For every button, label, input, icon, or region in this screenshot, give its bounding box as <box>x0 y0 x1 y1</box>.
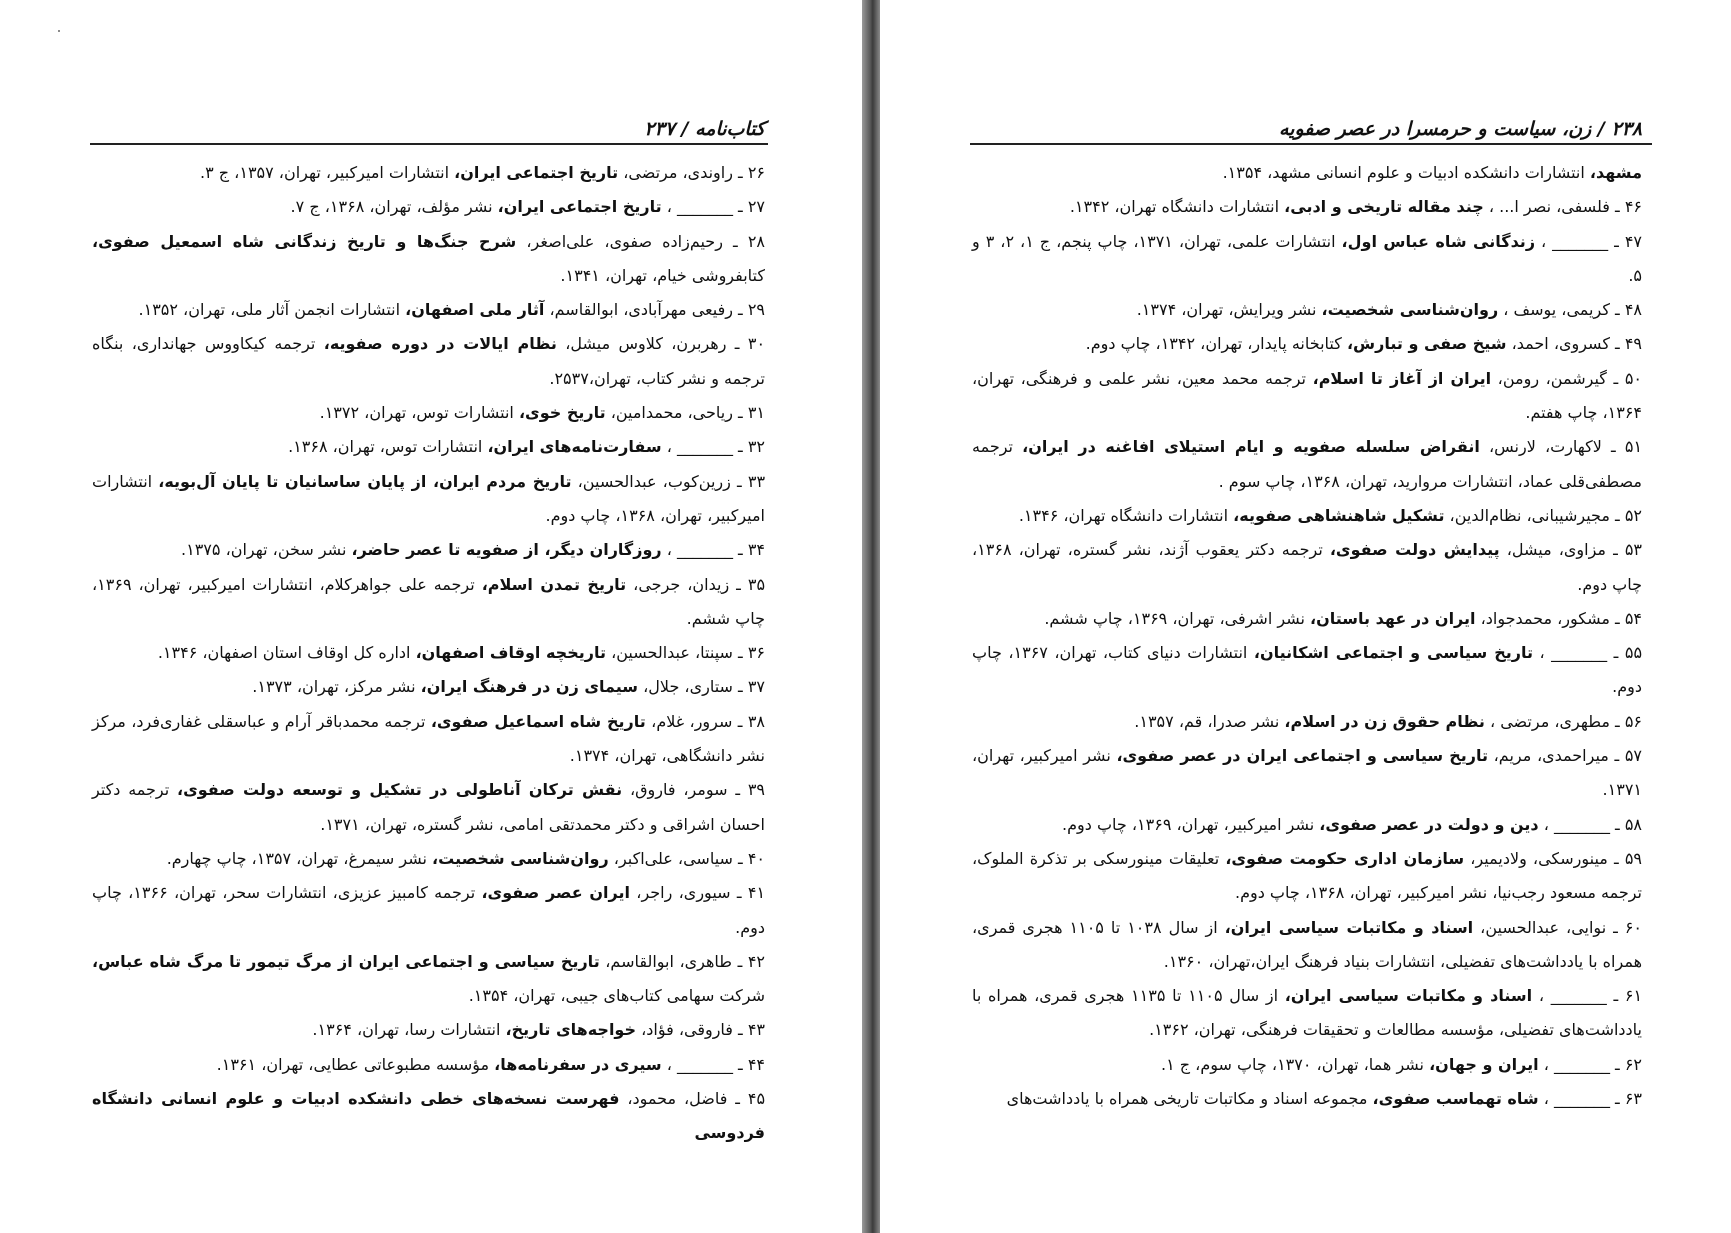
right-bibliography-list <box>972 156 1642 1116</box>
entry-dash: ـ <box>1608 746 1625 766</box>
entry-dash: ـ <box>1606 917 1625 937</box>
entry-dash: ـ <box>1609 197 1625 217</box>
bibliography-entry <box>92 705 765 774</box>
bibliography-entry <box>92 225 765 294</box>
entry-title: سیری در سفرنامه‌ها، <box>494 1054 662 1074</box>
entry-author: طاهری، ابوالقاسم، <box>605 951 733 971</box>
entry-title: تاریخ شاه اسماعیل صفوی، <box>430 711 646 731</box>
entry-number: ۲۶ <box>747 163 765 182</box>
entry-dash: ـ <box>729 574 748 594</box>
entry-author: فاضل، محمود، <box>627 1089 728 1109</box>
entry-dash: ـ <box>732 951 748 971</box>
entry-author: فاروقی، فؤاد، <box>641 1020 733 1040</box>
entry-author: مشکور، محمدجواد، <box>1480 608 1610 628</box>
entry-number: ۳۰ <box>747 334 766 354</box>
bibliography-entry <box>92 842 765 876</box>
entry-author: رفیعی مهرآبادی، ابوالقاسم، <box>549 300 733 320</box>
right-page-header: ۲۳۸ / زن، سیاست و حرمسرا در عصر صفویه <box>1278 118 1642 140</box>
entry-author: فلسفی، نصر ا... ، <box>1488 197 1610 217</box>
entry-dash: ـ <box>732 711 748 731</box>
entry-title: سازمان اداری حکومت صفوی، <box>1225 848 1465 868</box>
entry-rest: ترجمه دکتر یعقوب آژند، نشر گستره، تهران، ۱۳۶۸، چاپ دوم. <box>972 540 1642 594</box>
entry-title: دین و دولت در عصر صفوی، <box>1319 814 1539 834</box>
bibliography-entry <box>972 533 1642 602</box>
bibliography-entry <box>972 636 1642 705</box>
entry-title: نظام ایالات در دوره صفویه، <box>323 334 557 354</box>
entry-author: لاکهارت، لارنس، <box>1488 437 1602 457</box>
entry-author: _______ ، <box>666 1054 733 1074</box>
entry-author: سیاسی، علی‌اکبر، <box>613 848 733 868</box>
entry-rest: انتشارات توس، تهران، ۱۳۷۲. <box>319 403 514 423</box>
entry-author: رهربرن، کلاوس میشل، <box>565 334 727 354</box>
entry-rest: ترجمه محمد معین، نشر علمی و فرهنگی، تهران، ۱۳۶۴، چاپ هفتم. <box>972 368 1642 423</box>
entry-author: نوایی، عبدالحسین، <box>1480 917 1607 937</box>
entry-rest: ترجمه محمدباقر آرام و عباسقلی غفاری‌فرد، مرکز نشر دانشگاهی، تهران، ۱۳۷۴. <box>92 711 765 766</box>
entry-title: آثار ملی اصفهان، <box>405 300 545 320</box>
entry-rest: نشر صدرا، قم، ۱۳۵۷. <box>1134 711 1280 731</box>
entry-number: ۲۸ <box>747 231 765 251</box>
entry-dash: ـ <box>1607 848 1625 868</box>
entry-rest: انتشارات دانشگاه تهران، ۱۳۴۶. <box>1018 505 1229 525</box>
entry-title: نظام حقوق زن در اسلام، <box>1284 711 1485 731</box>
entry-rest: شرکت سهامی کتاب‌های جیبی، تهران، ۱۳۵۴. <box>468 986 765 1006</box>
entry-dash: ـ <box>1609 608 1625 628</box>
entry-title: تاریخ اجتماعی ایران، <box>497 197 662 217</box>
entry-title: اسناد و مکاتبات سیاسی ایران، <box>1224 917 1474 937</box>
book-gutter <box>862 0 880 1233</box>
entry-title: تاریخ سیاسی و اجتماعی اشکانیان، <box>1253 643 1533 663</box>
entry-dash: ـ <box>732 540 748 560</box>
bibliography-entry <box>972 705 1642 739</box>
entry-title: روزگاران دیگر، از صفویه تا عصر حاضر، <box>351 540 662 560</box>
entry-number: ۴۶ <box>1624 197 1642 217</box>
entry-dash: ـ <box>1606 540 1625 560</box>
entry-dash: ـ <box>1606 368 1625 388</box>
entry-number: ۶۳ <box>1624 1089 1642 1109</box>
entry-author: مطهری، مرتضی ، <box>1489 711 1610 731</box>
entry-rest: ترجمه مصطفی‌قلی عماد، انتشارات مروارید، تهران، ۱۳۶۸، چاپ سوم . <box>972 437 1642 491</box>
bibliography-entry <box>972 327 1642 361</box>
left-bibliography-list <box>92 156 765 1151</box>
entry-rest: از سال ۱۰۳۸ تا ۱۱۰۵ هجری قمری، همراه با یادداشت‌های تفضیلی، انتشارات بنیاد فرهنگ ایران،تهران، ۱۳۶۰. <box>972 917 1642 971</box>
left-page-header: کتاب‌نامه / ۲۳۷ <box>644 118 765 140</box>
entry-title: ایران عصر صفوی، <box>481 883 630 903</box>
entry-title: خواجه‌های تاریخ، <box>505 1020 636 1040</box>
entry-title: سیمای زن در فرهنگ ایران، <box>420 677 639 697</box>
entry-dash: ـ <box>722 231 748 251</box>
entry-author: کسروی، احمد، <box>1511 334 1610 354</box>
entry-title: تشکیل شاهنشاهی صفویه، <box>1233 505 1445 525</box>
entry-title: ایران و جهان، <box>1429 1054 1539 1074</box>
entry-title: اسناد و مکاتبات سیاسی ایران، <box>1284 986 1533 1006</box>
entry-number: ۵۲ <box>1624 505 1642 525</box>
entry-number: ۵۷ <box>1624 746 1642 766</box>
bibliography-entry <box>972 293 1642 327</box>
entry-author: ستاری، جلال، <box>643 677 733 697</box>
entry-author: _______ ، <box>666 540 733 560</box>
entry-rest: انتشارات دانشکده ادبیات و علوم انسانی مشهد، ۱۳۵۴. <box>1222 163 1585 182</box>
entry-dash: ـ <box>732 1020 748 1040</box>
entry-number: ۳۳ <box>747 471 766 491</box>
bibliography-entry <box>972 430 1642 499</box>
entry-author: سومر، فاروق، <box>629 780 728 800</box>
bibliography-entry <box>92 430 765 464</box>
bibliography-entry <box>92 396 765 430</box>
entry-rest: انتشارات علمی، تهران، ۱۳۷۱، چاپ پنجم، ج ۱، ۲، ۳ و ۵. <box>972 231 1642 285</box>
entry-title: فهرست نسخه‌های خطی دانشکده ادبیات و علوم انسانی دانشگاه فردوسی <box>92 1089 765 1143</box>
left-page <box>0 0 862 1233</box>
bibliography-entry <box>92 670 765 704</box>
entry-number: ۴۳ <box>747 1020 765 1040</box>
entry-author: _______ ، <box>1539 643 1608 663</box>
entry-author: _______ ، <box>1543 1054 1610 1074</box>
bibliography-entry <box>92 327 765 396</box>
entry-dash: ـ <box>732 300 748 320</box>
entry-title: تاریخ تمدن اسلام، <box>481 574 627 594</box>
entry-title: انقراض سلسله صفویه و ایام استیلای افاغنه در ایران، <box>1022 437 1480 457</box>
entry-dash: ـ <box>1606 986 1625 1006</box>
bibliography-entry <box>972 739 1642 808</box>
entry-title: تاریخ خوی، <box>518 403 606 423</box>
entry-rest: انتشارات توس، تهران، ۱۳۶۸. <box>288 437 483 457</box>
entry-rest: نشر سیمرغ، تهران، ۱۳۵۷، چاپ چهارم. <box>166 848 427 868</box>
entry-number: ۳۲ <box>747 437 765 457</box>
entry-dash: ـ <box>1609 334 1625 354</box>
entry-rest: ترجمه کیکاووس جهانداری، بنگاه ترجمه و نشر کتاب، تهران،۲۵۳۷. <box>92 334 765 388</box>
entry-dash: ـ <box>730 883 748 903</box>
entry-title: روان‌شناسی شخصیت، <box>432 848 609 868</box>
entry-number: ۵۴ <box>1624 608 1642 628</box>
entry-rest: نشر امیرکبیر، تهران، ۱۳۶۹، چاپ دوم. <box>1062 814 1315 834</box>
entry-number: ۵۳ <box>1624 540 1643 560</box>
entry-author: _______ ، <box>1543 1089 1610 1109</box>
entry-dash: ـ <box>1609 814 1625 834</box>
entry-number: ۶۰ <box>1624 917 1643 937</box>
entry-rest: انتشارات امیرکبیر، تهران، ۱۳۶۸، چاپ دوم. <box>92 471 765 525</box>
entry-author: _______ ، <box>666 197 733 217</box>
entry-dash: ـ <box>732 643 748 663</box>
bibliography-entry <box>92 1048 765 1082</box>
bibliography-entry <box>92 465 765 534</box>
entry-dash: ـ <box>732 197 748 217</box>
entry-dash: ـ <box>732 1054 748 1074</box>
entry-title: شاه تهماسب صفوی، <box>1372 1089 1539 1109</box>
entry-author: کریمی، یوسف ، <box>1503 300 1610 320</box>
entry-author: مزاوی، میشل، <box>1506 540 1607 560</box>
entry-title: تاریخ سیاسی و اجتماعی ایران در عصر صفوی، <box>1116 746 1488 766</box>
entry-title: شرح جنگ‌ها و تاریخ زندگانی شاه اسمعیل صفوی، <box>92 231 517 251</box>
bibliography-entry <box>92 156 765 190</box>
entry-title: ایران از آغاز تا اسلام، <box>1312 368 1492 388</box>
entry-rest: کتابفروشی خیام، تهران، ۱۳۴۱. <box>560 265 765 285</box>
entry-rest: ترجمه کامبیز عزیزی، انتشارات سحر، تهران، ۱۳۶۶، چاپ دوم. <box>92 883 765 937</box>
entry-dash: ـ <box>732 677 748 697</box>
entry-author: زرین‌کوب، عبدالحسین، <box>577 471 731 491</box>
entry-rest: نشر مؤلف، تهران، ۱۳۶۸، ج ۷. <box>290 197 493 217</box>
entry-dash: ـ <box>1608 231 1625 251</box>
entry-author: _______ ، <box>1543 814 1610 834</box>
entry-title: مشهد، <box>1589 163 1642 182</box>
right-page <box>880 0 1731 1233</box>
entry-number: ۴۹ <box>1624 334 1642 354</box>
entry-rest: مجموعه اسناد و مکاتبات تاریخی همراه با یادداشت‌های <box>1006 1089 1368 1109</box>
entry-title: شیخ صفی و تبارش، <box>1346 334 1507 354</box>
bibliography-entry <box>92 1082 765 1151</box>
entry-rest: مؤسسه مطبوعاتی عطایی، تهران، ۱۳۶۱. <box>216 1054 490 1074</box>
entry-author: سرور، غلام، <box>651 711 733 731</box>
entry-author: مینورسکی، ولادیمیر، <box>1470 848 1608 868</box>
entry-title: سفارت‌نامه‌های ایران، <box>487 437 662 457</box>
entry-number: ۴۸ <box>1624 300 1642 320</box>
entry-rest: نشر اشرفی، تهران، ۱۳۶۹، چاپ ششم. <box>1044 608 1305 628</box>
bibliography-entry <box>972 362 1642 431</box>
entry-author: زیدان، جرجی، <box>633 574 730 594</box>
bibliography-entry <box>92 190 765 224</box>
entry-author: مجیرشیبانی، نظام‌الدین، <box>1449 505 1610 525</box>
entry-dash: ـ <box>727 780 748 800</box>
entry-title: روان‌شناسی شخصیت، <box>1321 300 1499 320</box>
entry-dash: ـ <box>732 403 748 423</box>
entry-dash: ـ <box>730 471 748 491</box>
entry-number: ۴۰ <box>747 848 765 868</box>
entry-author: _______ ، <box>666 437 733 457</box>
entry-number: ۵۵ <box>1624 643 1643 663</box>
entry-author: _______ ، <box>1538 986 1607 1006</box>
entry-rest: نشر امیرکبیر، تهران، ۱۳۷۱. <box>972 746 1642 800</box>
entry-dash: ـ <box>727 1089 748 1109</box>
entry-author: راوندی، مرتضی، <box>623 163 733 182</box>
entry-rest: نشر ویرایش، تهران، ۱۳۷۴. <box>1136 300 1317 320</box>
entry-title: تاریخ مردم ایران، از پایان ساسانیان تا پایان آل‌بویه، <box>158 471 572 491</box>
entry-number: ۵۱ <box>1624 437 1643 457</box>
bibliography-entry <box>92 876 765 945</box>
entry-dash: ـ <box>1609 505 1625 525</box>
bibliography-entry <box>92 636 765 670</box>
entry-number: ۳۶ <box>747 643 765 663</box>
bibliography-entry <box>972 1082 1642 1116</box>
bibliography-entry <box>92 1013 765 1047</box>
entry-author: سپنتا، عبدالحسین، <box>611 643 733 663</box>
entry-number: ۵۶ <box>1624 711 1642 731</box>
bibliography-entry <box>972 842 1642 911</box>
entry-number: ۵۹ <box>1624 848 1643 868</box>
entry-number: ۲۹ <box>747 300 765 320</box>
entry-title: نقش ترکان آناطولی در تشکیل و توسعه دولت صفوی، <box>176 780 623 800</box>
entry-rest: اداره کل اوقاف استان اصفهان، ۱۳۴۶. <box>157 643 411 663</box>
entry-rest: تعلیقات مینورسکی بر تذکرة الملوک، ترجمه مسعود رجب‌نیا، نشر امیرکبیر، تهران، ۱۳۶۸، چاپ دوم. <box>972 848 1642 903</box>
entry-number: ۴۱ <box>747 883 766 903</box>
right-header-rule <box>970 143 1652 145</box>
entry-dash: ـ <box>1601 437 1625 457</box>
entry-rest: انتشارات امیرکبیر، تهران، ۱۳۵۷، ج ۳. <box>199 163 450 182</box>
entry-dash: ـ <box>732 437 748 457</box>
entry-author: میراحمدی، مریم، <box>1493 746 1609 766</box>
entry-title: چند مقاله تاریخی و ادبی، <box>1284 197 1484 217</box>
entry-number: ۴۵ <box>747 1089 766 1109</box>
entry-title: زندگانی شاه عباس اول، <box>1341 231 1536 251</box>
bibliography-entry <box>972 499 1642 533</box>
entry-number: ۲۷ <box>747 197 765 217</box>
bibliography-entry <box>972 225 1642 294</box>
entry-number: ۳۱ <box>747 403 765 423</box>
entry-rest: از سال ۱۱۰۵ تا ۱۱۳۵ هجری قمری، همراه با یادداشت‌های تفضیلی، مؤسسه مطالعات و تحقیقات فرهنگی، تهران، ۱۳۶۲. <box>972 986 1642 1040</box>
bibliography-entry <box>92 773 765 842</box>
entry-dash: ـ <box>1607 643 1625 663</box>
entry-number: ۳۸ <box>747 711 766 731</box>
entry-number: ۶۱ <box>1624 986 1643 1006</box>
entry-dash: ـ <box>1609 1054 1625 1074</box>
entry-number: ۴۲ <box>747 951 765 971</box>
entry-author: سیوری، راجر، <box>636 883 731 903</box>
entry-title: ایران در عهد باستان، <box>1310 608 1476 628</box>
entry-rest: انتشارات دنیای کتاب، تهران، ۱۳۶۷، چاپ دوم. <box>972 643 1642 697</box>
entry-title: تاریخچه اوقاف اصفهان، <box>415 643 606 663</box>
entry-title: تاریخ اجتماعی ایران، <box>454 163 619 182</box>
entry-rest: ترجمه علی جواهرکلام، انتشارات امیرکبیر، تهران، ۱۳۶۹، چاپ ششم. <box>92 574 765 628</box>
entry-rest: نشر هما، تهران، ۱۳۷۰، چاپ سوم، ج ۱. <box>1160 1054 1424 1074</box>
entry-title: تاریخ سیاسی و اجتماعی ایران از مرگ تیمور تا مرگ شاه عباس، <box>92 951 600 971</box>
entry-number: ۶۲ <box>1624 1054 1642 1074</box>
entry-number: ۴۷ <box>1624 231 1643 251</box>
entry-rest: انتشارات رسا، تهران، ۱۳۶۴. <box>312 1020 501 1040</box>
entry-rest: انتشارات دانشگاه تهران، ۱۳۴۲. <box>1069 197 1280 217</box>
entry-author: رحیم‌زاده صفوی، علی‌اصغر، <box>526 231 723 251</box>
bibliography-entry <box>972 808 1642 842</box>
entry-author: گیرشمن، رومن، <box>1497 368 1607 388</box>
entry-author: ریاحی، محمدامین، <box>610 403 733 423</box>
entry-rest: ترجمه دکتر احسان اشراقی و دکتر محمدتقی امامی، نشر گستره، تهران، ۱۳۷۱. <box>92 780 765 834</box>
bibliography-entry <box>972 1048 1642 1082</box>
entry-dash: ـ <box>732 163 748 182</box>
entry-number: ۵۸ <box>1624 814 1642 834</box>
bibliography-entry <box>92 293 765 327</box>
entry-number: ۳۷ <box>747 677 765 697</box>
entry-dash: ـ <box>726 334 748 354</box>
entry-author: _______ ، <box>1541 231 1609 251</box>
entry-rest: انتشارات انجمن آثار ملی، تهران، ۱۳۵۲. <box>138 300 401 320</box>
entry-dash: ـ <box>732 848 748 868</box>
entry-number: ۵۰ <box>1624 368 1642 388</box>
bibliography-entry <box>92 533 765 567</box>
entry-dash: ـ <box>1609 711 1625 731</box>
paper-speck <box>58 30 60 32</box>
left-header-rule <box>90 143 768 145</box>
entry-number: ۴۴ <box>747 1054 765 1074</box>
bibliography-entry <box>972 190 1642 224</box>
bibliography-entry <box>92 945 765 1014</box>
entry-number: ۳۴ <box>747 540 765 560</box>
bibliography-entry <box>92 568 765 637</box>
entry-number: ۳۹ <box>747 780 765 800</box>
entry-rest: نشر مرکز، تهران، ۱۳۷۳. <box>252 677 416 697</box>
bibliography-entry <box>972 602 1642 636</box>
entry-dash: ـ <box>1609 1089 1625 1109</box>
entry-dash: ـ <box>1609 300 1625 320</box>
entry-rest: نشر سخن، تهران، ۱۳۷۵. <box>181 540 347 560</box>
entry-title: پیدایش دولت صفوی، <box>1329 540 1500 560</box>
bibliography-entry <box>972 979 1642 1048</box>
entry-rest: کتابخانه پایدار، تهران، ۱۳۴۲، چاپ دوم. <box>1085 334 1342 354</box>
bibliography-entry <box>972 911 1642 980</box>
continuation-entry <box>972 156 1642 190</box>
entry-number: ۳۵ <box>747 574 766 594</box>
